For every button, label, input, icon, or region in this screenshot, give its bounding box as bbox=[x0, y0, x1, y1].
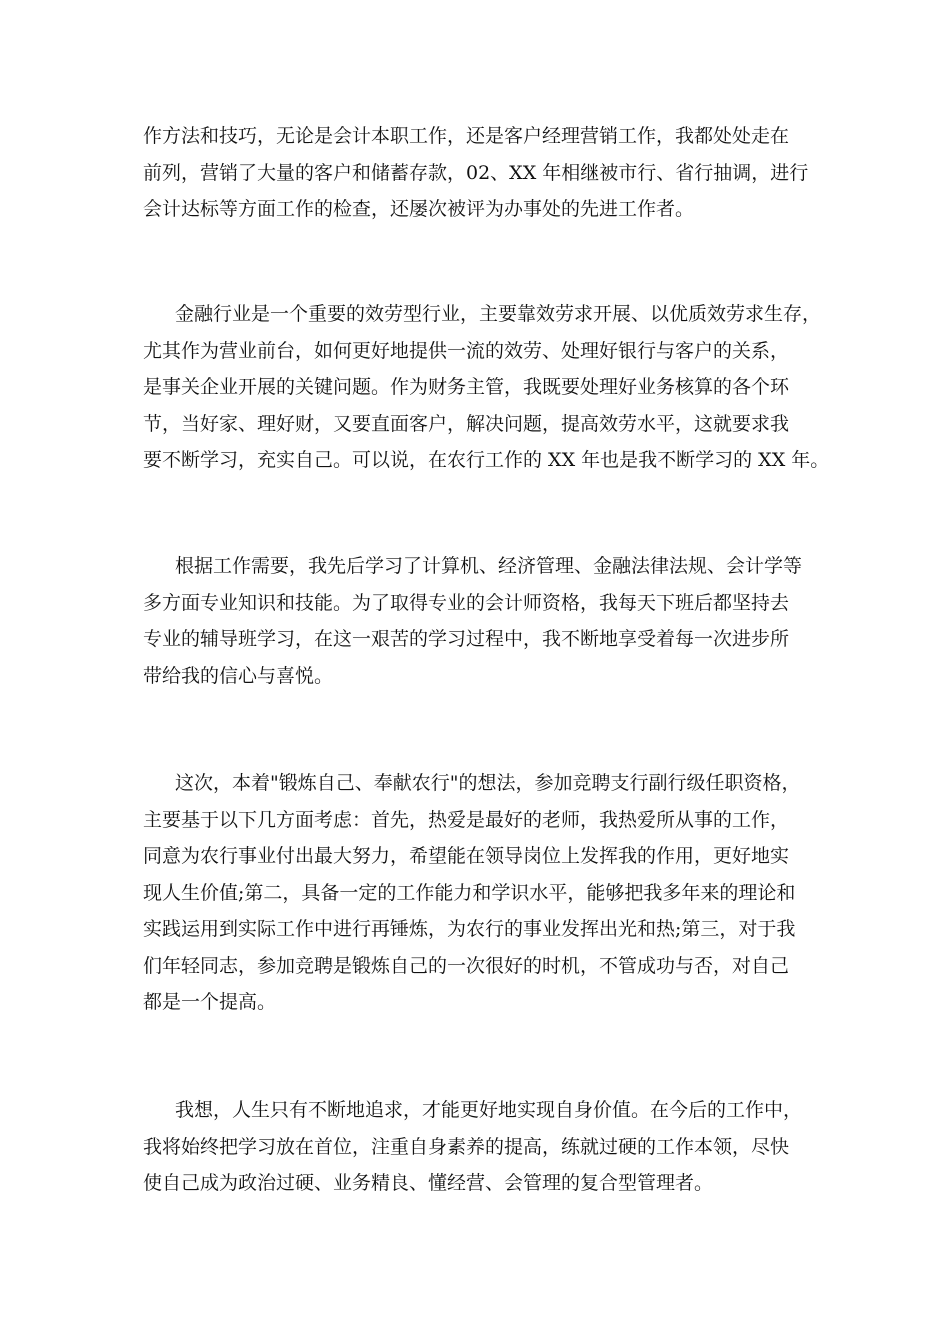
paragraph-2 bbox=[143, 296, 830, 479]
text-line: 们年轻同志，参加竞聘是锻炼自己的一次很好的时机，不管成功与否，对自己 bbox=[143, 954, 790, 977]
text-line: 我将始终把学习放在首位，注重自身素养的提高，练就过硬的工作本领，尽快 bbox=[143, 1135, 790, 1158]
text-line: 多方面专业知识和技能。为了取得专业的会计师资格，我每天下班后都坚持去 bbox=[143, 591, 790, 614]
paragraph-3 bbox=[143, 548, 823, 694]
text-line: 同意为农行事业付出最大努力，希望能在领导岗位上发挥我的作用，更好地实 bbox=[143, 845, 790, 867]
text-line: 现人生价值;第二，具备一定的工作能力和学识水平，能够把我多年来的理论和 bbox=[143, 881, 796, 904]
text-line: 实践运用到实际工作中进行再锤炼，为农行的事业发挥出光和热;第三，对于我 bbox=[143, 918, 796, 940]
text-line: 要不断学习，充实自己。可以说，在农行工作的 XX 年也是我不断学习的 XX 年。 bbox=[143, 449, 830, 471]
text-line: 金融行业是一个重要的效劳型行业，主要靠效劳求开展、以优质效劳求生存， bbox=[175, 303, 822, 325]
text-line: 作方法和技巧，无论是会计本职工作，还是客户经理营销工作，我都处处走在 bbox=[143, 125, 790, 147]
text-line: 我想，人生只有不断地追求，才能更好地实现自身价值。在今后的工作中， bbox=[175, 1099, 803, 1121]
text-line: 节，当好家、理好财，又要直面客户，解决问题，提高效劳水平，这就要求我 bbox=[143, 412, 790, 435]
text-line: 会计达标等方面工作的检查，还屡次被评为办事处的先进工作者。 bbox=[143, 198, 695, 220]
text-line: 是事关企业开展的关键问题。作为财务主管，我既要处理好业务核算的各个环 bbox=[143, 376, 790, 398]
text-line: 这次，本着"锻炼自己、奉献农行"的想法，参加竞聘支行副行级任职资格， bbox=[175, 772, 801, 794]
paragraph-4 bbox=[143, 765, 823, 1021]
paragraph-1 bbox=[143, 118, 823, 228]
text-line: 使自己成为政治过硬、业务精良、懂经营、会管理的复合型管理者。 bbox=[143, 1172, 714, 1194]
text-line: 专业的辅导班学习，在这一艰苦的学习过程中，我不断地享受着每一次进步所 bbox=[143, 628, 790, 650]
text-line: 都是一个提高。 bbox=[143, 991, 277, 1013]
paragraph-5 bbox=[143, 1092, 823, 1202]
text-line: 带给我的信心与喜悦。 bbox=[143, 664, 334, 687]
text-line: 根据工作需要，我先后学习了计算机、经济管理、金融法律法规、会计学等 bbox=[175, 555, 803, 577]
text-line: 尤其作为营业前台，如何更好地提供一流的效劳、处理好银行与客户的关系， bbox=[143, 339, 790, 362]
text-line: 主要基于以下几方面考虑：首先，热爱是最好的老师，我热爱所从事的工作， bbox=[143, 808, 790, 831]
text-line: 前列，营销了大量的客户和储蓄存款，02、XX 年相继被市行、省行抽调，进行 bbox=[143, 161, 809, 184]
